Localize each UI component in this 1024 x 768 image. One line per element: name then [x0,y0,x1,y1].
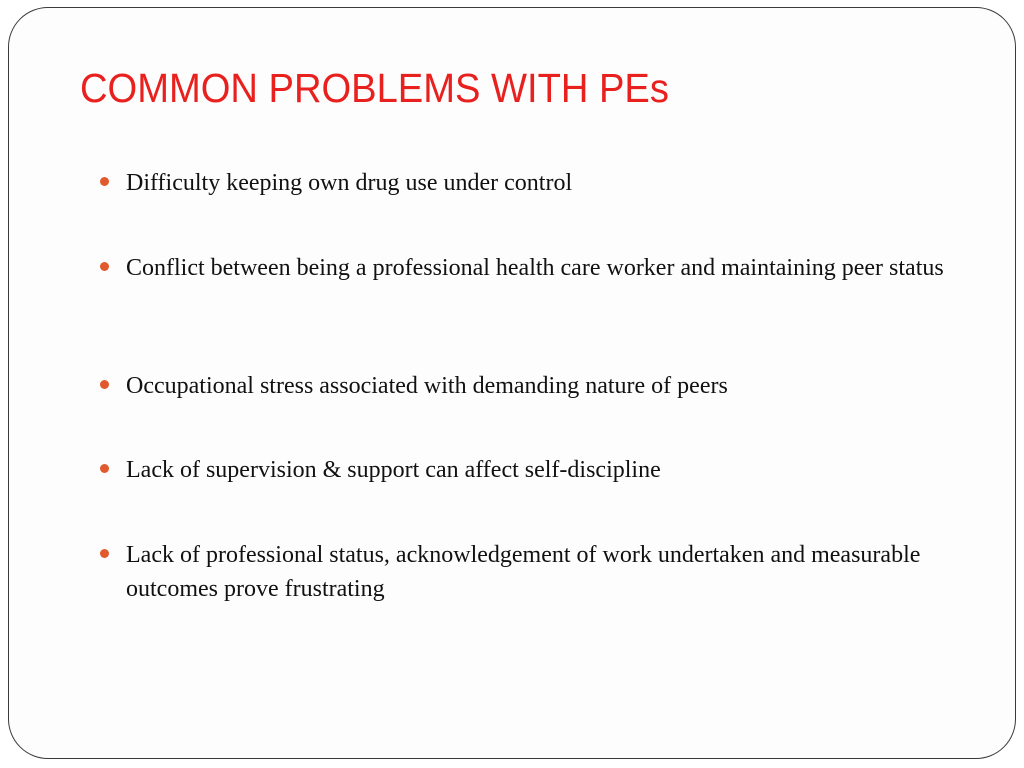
bullet-text: Lack of professional status, acknowledgement of work undertaken and measurable outcomes prove frustrating [126,542,921,602]
bullet-item [100,166,960,200]
slide-title: COMMON PROBLEMS WITH PEs [80,65,669,111]
bullet-dot-icon [100,177,109,186]
bullet-text: Occupational stress associated with demanding nature of peers [126,373,728,399]
bullet-dot-icon [100,464,109,473]
bullet-item [100,369,960,403]
bullet-dot-icon [100,262,109,271]
bullet-text: Conflict between being a professional health care worker and maintaining peer status [126,255,944,281]
bullet-item [100,453,960,487]
bullet-item [100,538,960,606]
bullet-text: Difficulty keeping own drug use under control [126,170,573,196]
bullet-text: Lack of supervision & support can affect self-discipline [126,457,661,483]
bullet-dot-icon [100,380,109,389]
bullet-dot-icon [100,549,109,558]
bullet-item [100,251,960,285]
